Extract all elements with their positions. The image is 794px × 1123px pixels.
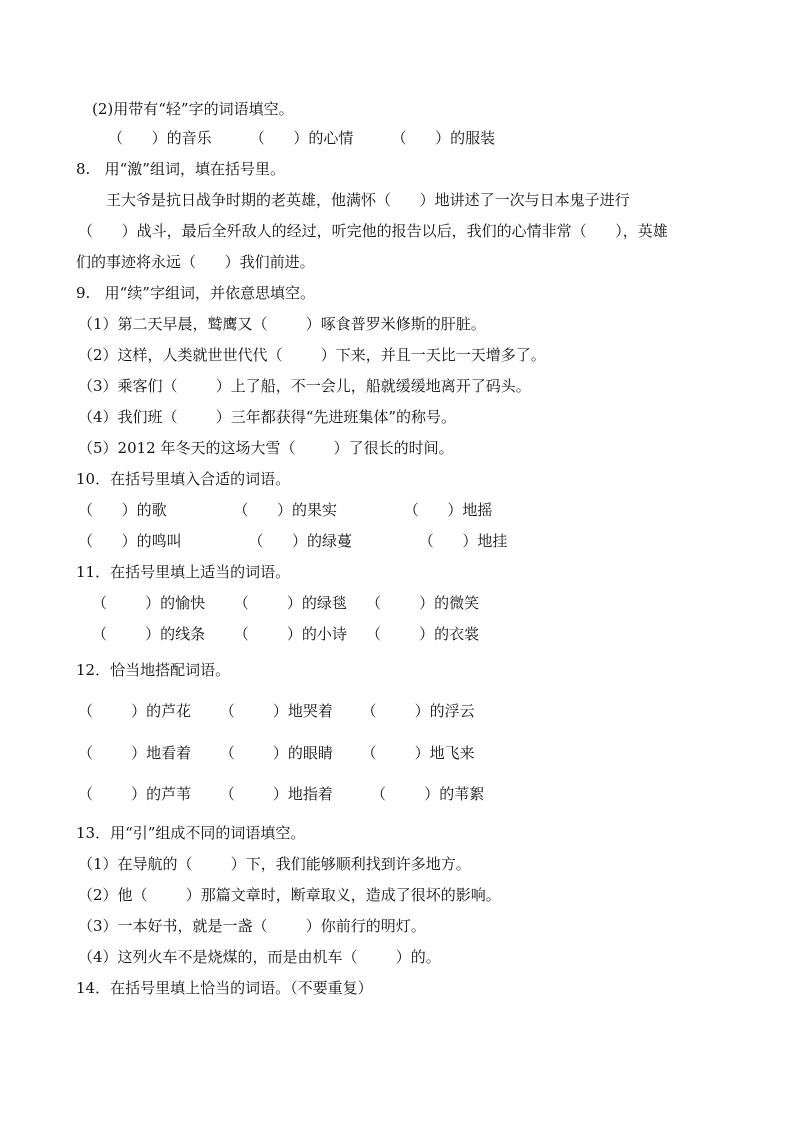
q8-title: 8. 用“激”组词，填在括号里。 [76,160,285,178]
q9-item-1: （1）第二天早晨，鹫鹰又（ ）啄食普罗米修斯的肝脏。 [78,315,486,333]
q13-item-2: （2）他（ ）那篇文章时，断章取义，造成了很坏的影响。 [78,886,501,904]
q10-title: 10．在括号里填入合适的词语。 [76,470,291,488]
q10-row-2: （ ）的鸣叫 （ ）的绿蔓 （ ）地挂 [78,532,508,550]
q8-passage-line-2: （ ）战斗，最后全歼敌人的经过，听完他的报告以后，我们的心情非常（ ），英雄 [78,222,668,240]
q8-passage-line-3: 们的事迹将永远（ ）我们前进。 [76,253,315,271]
q7-sub2-title: (2)用带有“轻”字的词语填空。 [92,100,294,118]
q9-item-5: （5）2012 年冬天的这场大雪（ ）了很长的时间。 [78,439,454,457]
q7-sub2-row: （ ）的音乐 （ ）的心情 （ ）的服装 [108,129,496,147]
q10-row-1: （ ）的歌 （ ）的果实 （ ）地摇 [78,501,493,519]
q12-title: 12．恰当地搭配词语。 [76,661,231,679]
q11-title: 11．在括号里填上适当的词语。 [76,563,291,581]
q9-title: 9. 用“续”字组词，并依意思填空。 [76,284,315,302]
q12-row-3: （ ）的芦苇 （ ）地指着 （ ）的苇絮 [78,785,485,803]
q8-passage-line-1: 王大爷是抗日战争时期的老英雄，他满怀（ ）地讲述了一次与日本鬼子进行 [106,191,630,209]
q11-row-2: （ ）的线条 （ ）的小诗 （ ）的衣裳 [92,625,480,643]
q9-item-3: （3）乘客们（ ）上了船，不一会儿，船就缓缓地离开了码头。 [78,377,531,395]
q9-item-2: （2）这样，人类就世世代代（ ）下来，并且一天比一天增多了。 [78,346,546,364]
q11-row-1: （ ）的愉快 （ ）的绿毯 （ ）的微笑 [92,594,480,612]
q12-row-1: （ ）的芦花 （ ）地哭着 （ ）的浮云 [78,702,475,720]
q14-title: 14．在括号里填上恰当的词语。（不要重复） [76,979,373,997]
q13-item-4: （4）这列火车不是烧煤的，而是由机车（ ）的。 [78,948,441,966]
q9-item-4: （4）我们班（ ）三年都获得“先进班集体”的称号。 [78,408,457,426]
q12-row-2: （ ）地看着 （ ）的眼睛 （ ）地飞来 [78,744,475,762]
q13-title: 13．用“引”组成不同的词语填空。 [76,824,306,842]
q13-item-3: （3）一本好书，就是一盏（ ）你前行的明灯。 [78,917,426,935]
q13-item-1: （1）在导航的（ ）下，我们能够顺利找到许多地方。 [78,855,471,873]
